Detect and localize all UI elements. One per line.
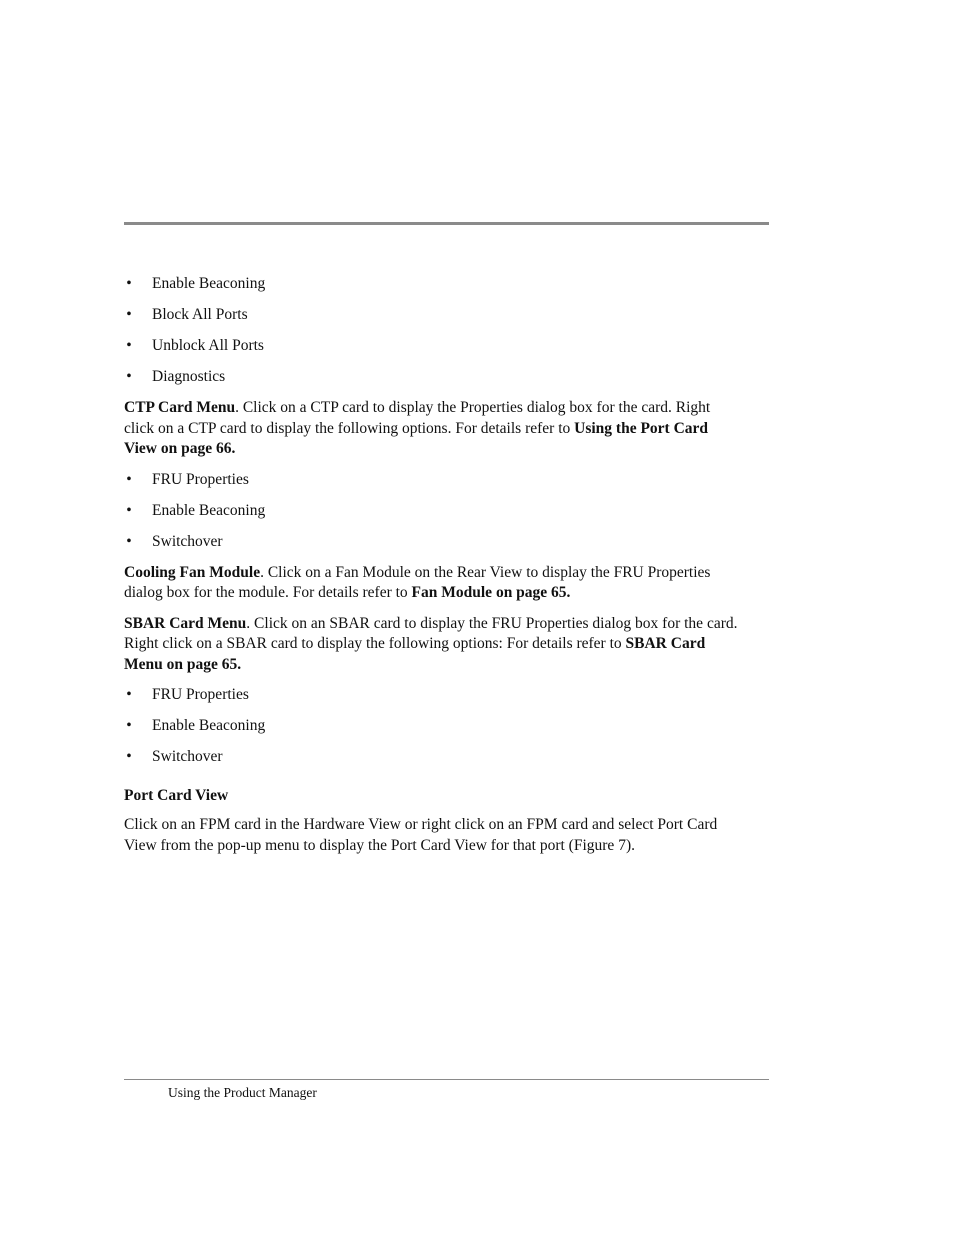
fan-module-reference: Fan Module on page 65.	[411, 584, 571, 601]
bullet-icon: •	[126, 717, 132, 734]
bullet-list-hardware-options	[124, 274, 744, 388]
list-item: • Enable Beaconing	[124, 716, 744, 737]
bullet-icon: •	[126, 748, 132, 765]
ctp-card-menu-term: CTP Card Menu	[124, 399, 236, 416]
list-item: • Switchover	[124, 532, 744, 553]
ctp-card-menu-paragraph: CTP Card Menu. Click on a CTP card to display the Properties dialog box for the card. Right click on a CTP card to display the following options. For details refer to Using the Port Card View on page 66.	[124, 399, 711, 457]
sbar-card-menu-reference: SBAR Card Menu on page 65.	[124, 635, 706, 673]
bullet-icon: •	[126, 532, 132, 550]
list-item: • Switchover	[124, 747, 744, 768]
list-item: • Enable Beaconing	[124, 501, 744, 522]
list-item: • Enable Beaconing	[124, 274, 744, 295]
sbar-card-menu-term: SBAR Card Menu	[124, 614, 247, 632]
footer-chapter-title: Using the Product Manager	[168, 1085, 317, 1100]
bullet-icon: •	[126, 686, 132, 703]
bullet-icon: •	[126, 275, 132, 292]
page-body	[124, 274, 744, 866]
ctp-card-menu-reference: Using the Port Card View on page 66.	[124, 419, 709, 457]
sbar-card-menu-paragraph: SBAR Card Menu. Click on an SBAR card to display the FRU Properties dialog box for the card. Right click on a SBAR card to display the following options: For details refer to SBAR Card Menu on page 65.	[124, 614, 738, 673]
port-card-view-heading: Port Card View	[124, 786, 229, 804]
cooling-fan-module-term: Cooling Fan Module	[124, 563, 261, 581]
bullet-list-ctp-options	[124, 470, 744, 553]
bullet-icon: •	[126, 337, 132, 354]
list-item: • FRU Properties	[124, 470, 744, 491]
list-item: • Diagnostics	[124, 367, 744, 388]
bullet-icon: •	[126, 368, 132, 385]
port-card-view-paragraph: Click on an FPM card in the Hardware View or right click on an FPM card and select Port Card View from the pop-up menu to display the Port Card View for that port (Figure 7).	[124, 816, 718, 854]
list-item: • Unblock All Ports	[124, 336, 744, 357]
bullet-icon: •	[126, 470, 132, 488]
footer-rule	[124, 1079, 769, 1080]
list-item: • Block All Ports	[124, 305, 744, 326]
list-item: • FRU Properties	[124, 685, 744, 706]
bullet-icon: •	[126, 501, 132, 519]
bullet-icon: •	[126, 306, 132, 323]
bullet-list-sbar-options	[124, 685, 744, 768]
header-rule	[124, 222, 769, 225]
cooling-fan-module-paragraph: Cooling Fan Module. Click on a Fan Module on the Rear View to display the FRU Properties dialog box for the module. For details refer to Fan Module on page 65.	[124, 563, 711, 601]
